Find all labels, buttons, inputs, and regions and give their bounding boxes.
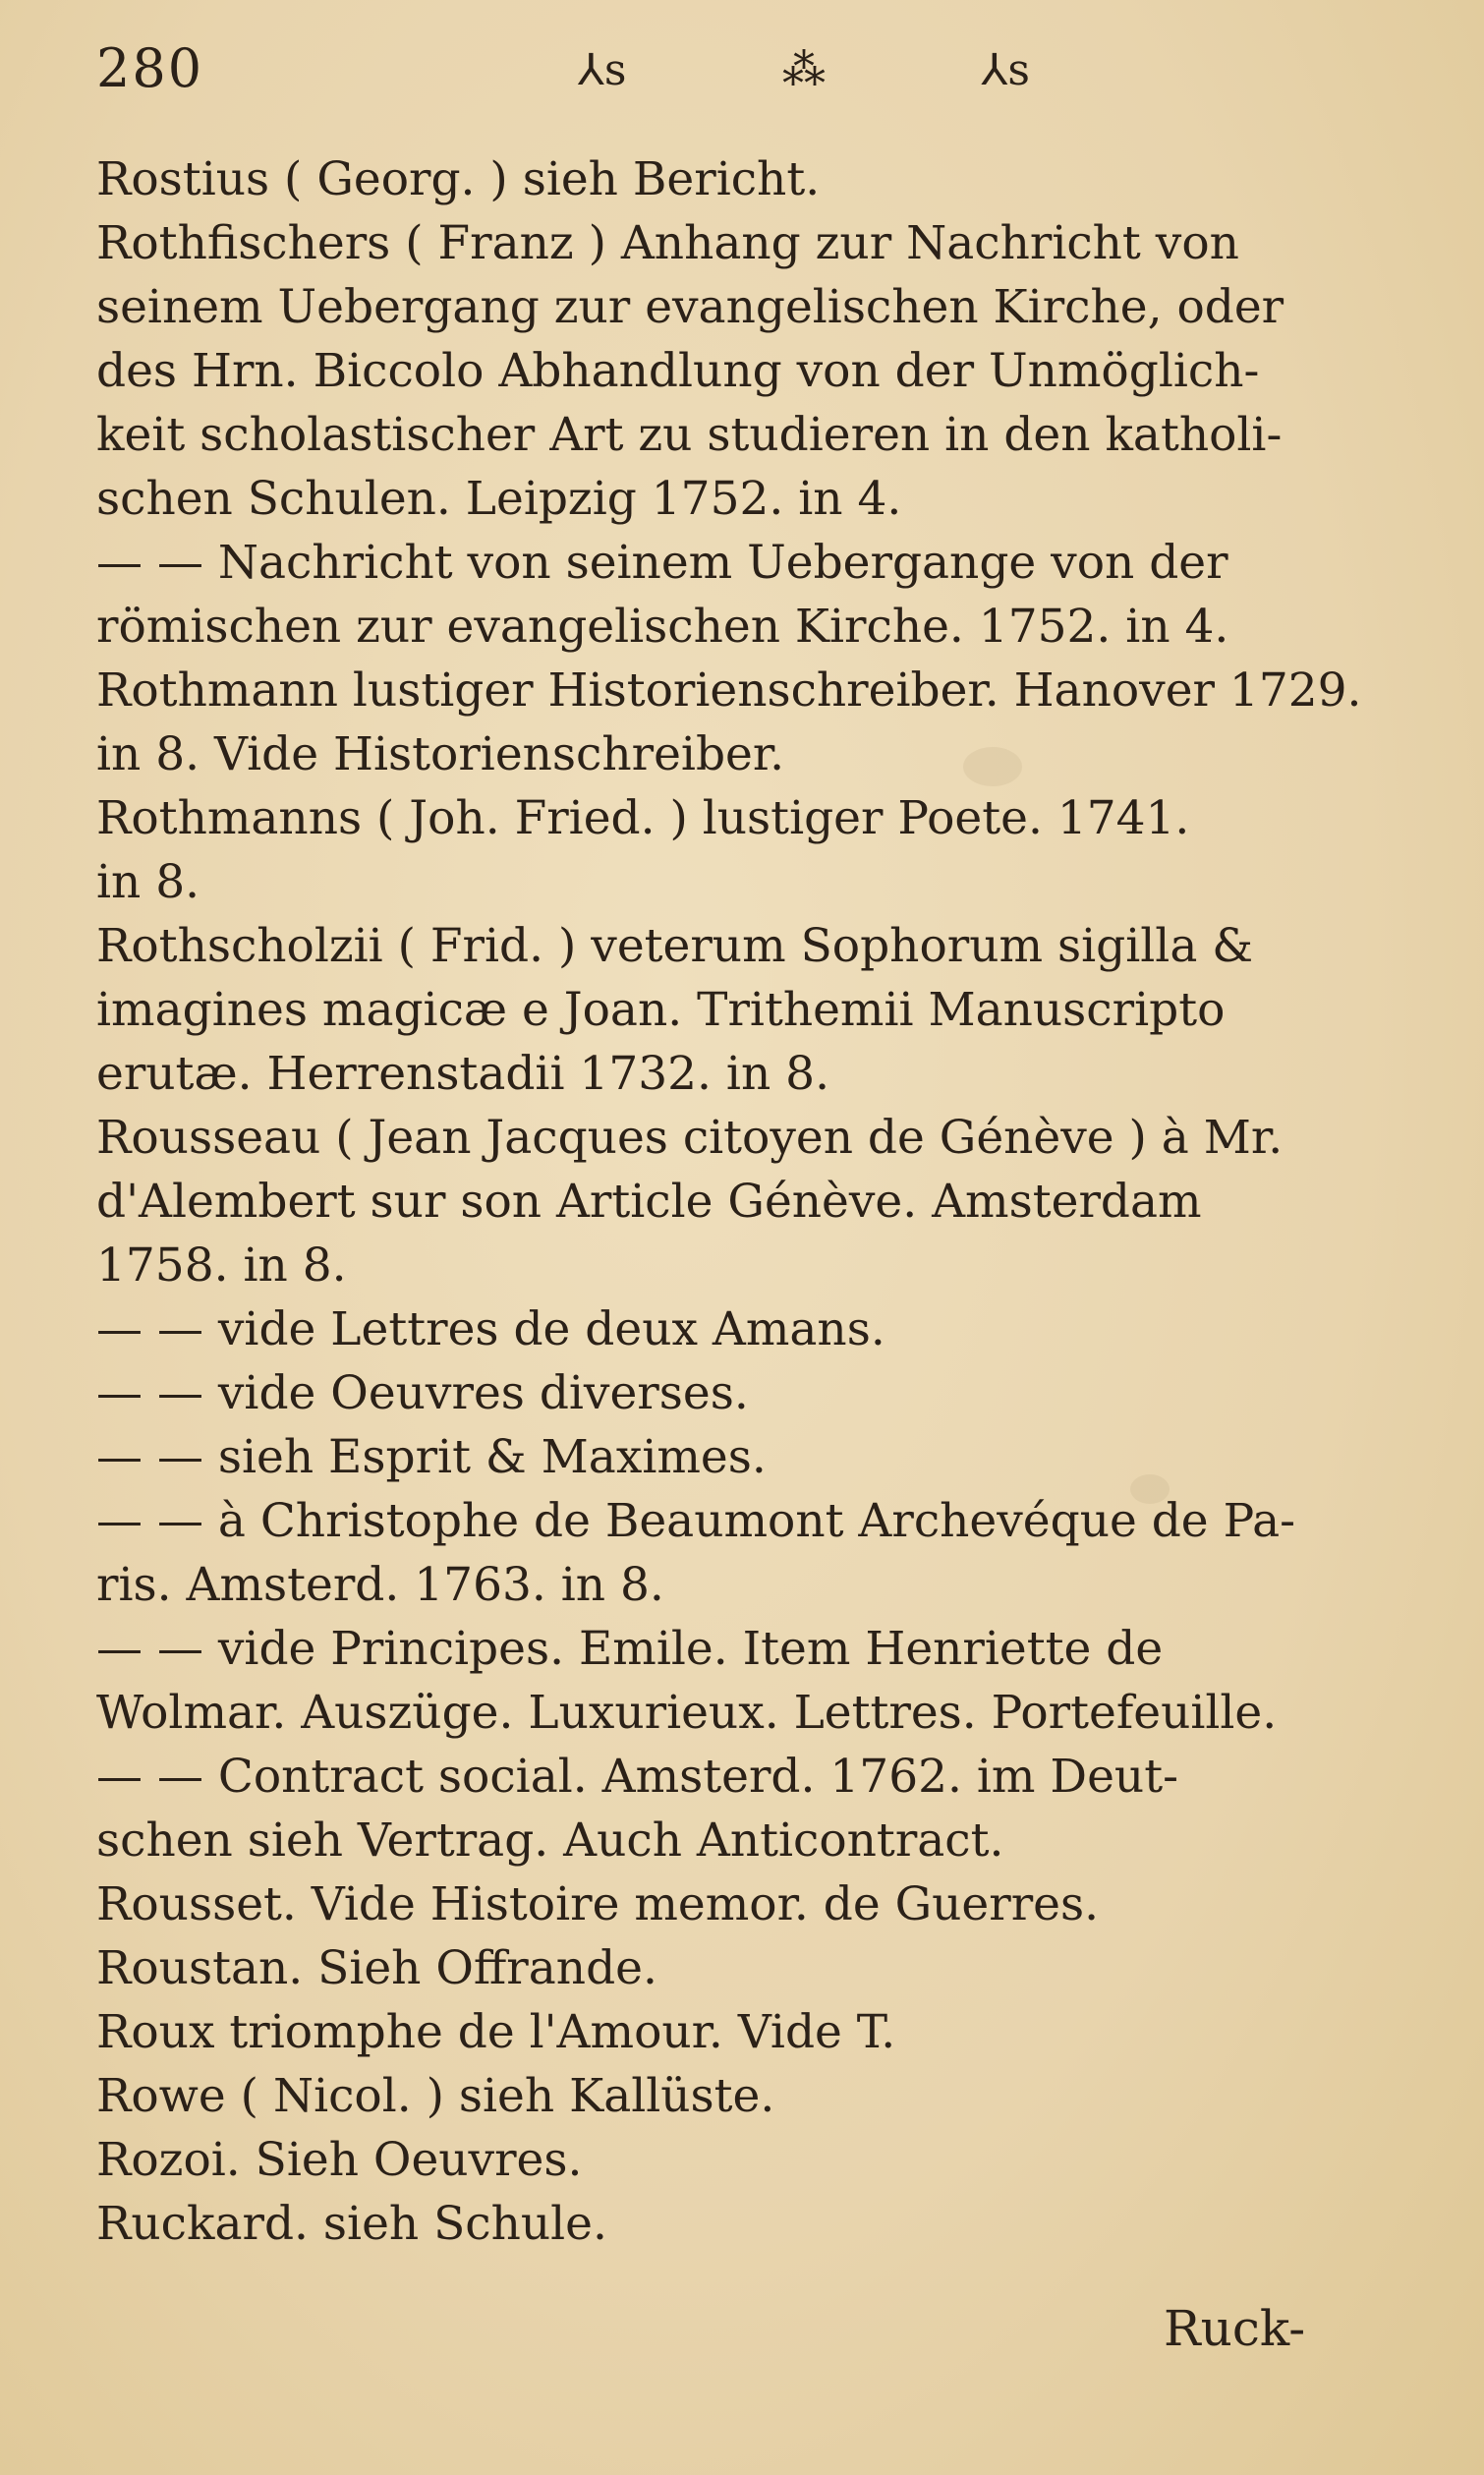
entry-line: Rowe ( Nicol. ) sieh Kallüste. <box>96 2069 775 2123</box>
entry-line: Roux triomphe de l'Amour. Vide T. <box>96 2005 896 2059</box>
bibliography-entry <box>96 914 1423 1106</box>
entry-line: erutæ. Herrenstadii 1732. in 8. <box>96 1047 830 1101</box>
entry-line: — — Nachricht von seinem Uebergange von der <box>96 536 1228 590</box>
header-ornament <box>578 35 1030 104</box>
bibliography-list <box>96 147 1423 2256</box>
entry-line: Rothmanns ( Joh. Fried. ) lustiger Poete. 1741. <box>96 791 1190 845</box>
entry-line: in 8. <box>96 855 200 909</box>
entry-line: Rothfischers ( Franz ) Anhang zur Nachricht von <box>96 216 1239 270</box>
entry-line: des Hrn. Biccolo Abhandlung von der Unmöglich- <box>96 344 1260 398</box>
entry-line: ris. Amsterd. 1763. in 8. <box>96 1558 664 1612</box>
bibliography-entry <box>96 1617 1423 1745</box>
entry-line: schen sieh Vertrag. Auch Anticontract. <box>96 1813 1004 1868</box>
bibliography-entry <box>96 531 1423 659</box>
bibliography-entry <box>96 2192 1423 2256</box>
bibliography-entry <box>96 786 1423 914</box>
entry-line: d'Alembert sur son Article Génève. Amsterdam <box>96 1175 1202 1229</box>
entry-line: Rothscholzii ( Frid. ) veterum Sophorum sigilla & <box>96 919 1254 973</box>
entry-line: Rozoi. Sieh Oeuvres. <box>96 2133 583 2187</box>
bibliography-entry <box>96 2064 1423 2128</box>
entry-line: — — vide Oeuvres diverses. <box>96 1366 749 1420</box>
bibliography-entry <box>96 1872 1423 1936</box>
entry-line: seinem Uebergang zur evangelischen Kirche, oder <box>96 280 1284 334</box>
catchword: Ruck- <box>1164 2300 1306 2357</box>
entry-line: Rostius ( Georg. ) sieh Bericht. <box>96 152 821 206</box>
entry-line: römischen zur evangelischen Kirche. 1752. in 4. <box>96 600 1229 654</box>
bibliography-entry <box>96 1936 1423 2000</box>
entry-line: keit scholastischer Art zu studieren in den katholi- <box>96 408 1283 462</box>
bibliography-entry <box>96 1297 1423 1361</box>
entry-line: Rothmann lustiger Historienschreiber. Hanover 1729. <box>96 663 1362 718</box>
bibliography-entry <box>96 1489 1423 1617</box>
bibliography-entry <box>96 211 1423 531</box>
bibliography-entry <box>96 1106 1423 1297</box>
bibliography-entry <box>96 1745 1423 1872</box>
ornament-right-icon: ⅄s <box>981 44 1030 95</box>
bibliography-entry <box>96 1425 1423 1489</box>
ornament-left-icon: ⅄s <box>578 44 627 95</box>
entry-line: schen Schulen. Leipzig 1752. in 4. <box>96 472 902 526</box>
entry-line: 1758. in 8. <box>96 1238 347 1293</box>
entry-line: in 8. Vide Historienschreiber. <box>96 727 785 781</box>
entry-line: Wolmar. Auszüge. Luxurieux. Lettres. Portefeuille. <box>96 1686 1278 1740</box>
entry-line: — — vide Lettres de deux Amans. <box>96 1302 885 1356</box>
page-header <box>96 28 1425 116</box>
entry-line: — — à Christophe de Beaumont Archevéque de Pa- <box>96 1494 1295 1548</box>
ornament-center-icon: ⁂ <box>782 44 826 95</box>
page-number: 280 <box>96 37 204 99</box>
bibliography-entry <box>96 2128 1423 2192</box>
entry-line: imagines magicæ e Joan. Trithemii Manuscripto <box>96 983 1226 1037</box>
bibliography-entry <box>96 147 1423 211</box>
entry-line: Rousseau ( Jean Jacques citoyen de Génève ) à Mr. <box>96 1111 1284 1165</box>
entry-line: Roustan. Sieh Offrande. <box>96 1941 657 1995</box>
entry-line: Ruckard. sieh Schule. <box>96 2197 607 2251</box>
entry-line: — — sieh Esprit & Maximes. <box>96 1430 767 1484</box>
bibliography-entry <box>96 1361 1423 1425</box>
entry-line: Rousset. Vide Histoire memor. de Guerres. <box>96 1877 1100 1931</box>
bibliography-entry <box>96 659 1423 786</box>
entry-line: — — vide Principes. Emile. Item Henriette de <box>96 1622 1164 1676</box>
bibliography-entry <box>96 2000 1423 2064</box>
entry-line: — — Contract social. Amsterd. 1762. im Deut- <box>96 1750 1178 1804</box>
